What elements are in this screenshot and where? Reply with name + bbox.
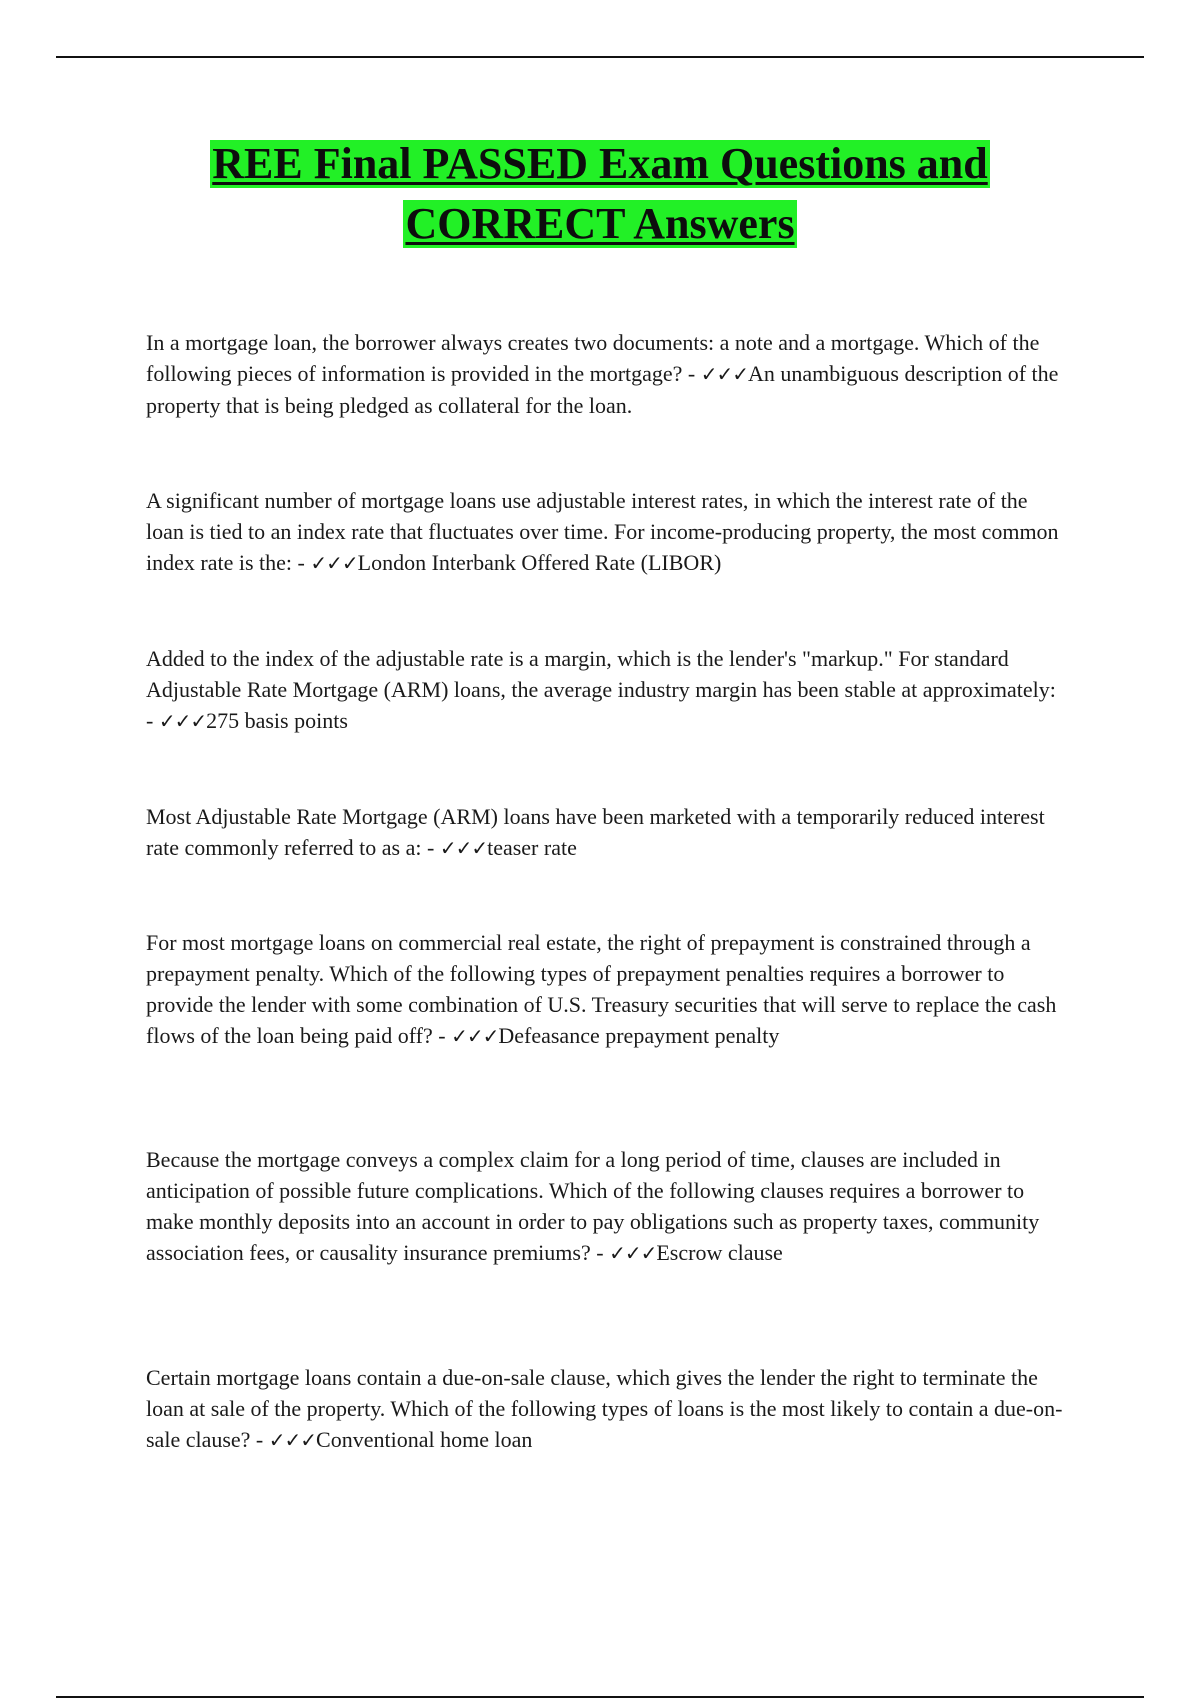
question-text: In a mortgage loan, the borrower always creates two documents: a note and a mortgage. Which of the following pieces of information is provided in the mortgage? -	[146, 330, 1040, 386]
question-text: A significant number of mortgage loans use adjustable interest rates, in which the interest rate of the loan is tied to an index rate that fluctuates over time. For income-producing property, the most common index rate is the: -	[146, 488, 1059, 575]
check-mark-icon: ✓✓✓	[700, 362, 749, 386]
qa-item-5	[146, 927, 1066, 1052]
check-mark-icon: ✓✓✓	[439, 836, 488, 860]
title-line-2: CORRECT Answers	[405, 199, 795, 248]
bottom-rule	[56, 1696, 1144, 1698]
qa-item-1	[146, 327, 1066, 421]
answer-text: An unambiguous description of the property that is being pledged as collateral for the loan.	[146, 361, 1059, 418]
question-text: Added to the index of the adjustable rate is a margin, which is the lender's "markup." For standard Adjustable Rate Mortgage (ARM) loans, the average industry margin has been stable at approximately: -	[146, 646, 1056, 733]
answer-text: London Interbank Offered Rate (LIBOR)	[357, 550, 722, 575]
answer-text: Escrow clause	[656, 1240, 783, 1265]
qa-item-6	[146, 1144, 1066, 1269]
check-mark-icon: ✓✓✓	[451, 1024, 499, 1048]
answer-text: Defeasance prepayment penalty	[498, 1023, 780, 1048]
answer-text: teaser rate	[487, 835, 577, 860]
question-text: Because the mortgage conveys a complex claim for a long period of time, clauses are included in anticipation of possible future complications. Which of the following clauses requires a borrower to make monthly deposits into an account in order to pay obligations such as property taxes, community association fees, or causality insurance premiums? -	[146, 1147, 1040, 1265]
document-title	[80, 140, 1120, 260]
top-rule	[56, 56, 1144, 58]
check-mark-icon: ✓✓✓	[609, 1241, 657, 1265]
question-text: Most Adjustable Rate Mortgage (ARM) loans have been marketed with a temporarily reduced interest rate commonly referred to as a: -	[146, 804, 1045, 860]
check-mark-icon: ✓✓✓	[268, 1428, 317, 1452]
qa-item-2	[146, 485, 1066, 579]
qa-item-4	[146, 801, 1066, 864]
answer-text: Conventional home loan	[316, 1427, 533, 1452]
check-mark-icon: ✓✓✓	[310, 551, 358, 575]
qa-item-7	[146, 1362, 1066, 1456]
question-text: Certain mortgage loans contain a due-on-sale clause, which gives the lender the right to terminate the loan at sale of the property. Which of the following types of loans is the most likely to contain a due-on-sale clause? -	[146, 1365, 1063, 1452]
answer-text: 275 basis points	[206, 708, 348, 733]
qa-item-3	[146, 643, 1066, 737]
title-line-1: REE Final PASSED Exam Questions and	[212, 139, 988, 188]
question-text: For most mortgage loans on commercial real estate, the right of prepayment is constrained through a prepayment penalty. Which of the following types of prepayment penalties requires a borrower to provide the lender with some combination of U.S. Treasury securities that will serve to replace the cash flows of the loan being paid off? -	[146, 930, 1057, 1048]
check-mark-icon: ✓✓✓	[158, 709, 207, 733]
